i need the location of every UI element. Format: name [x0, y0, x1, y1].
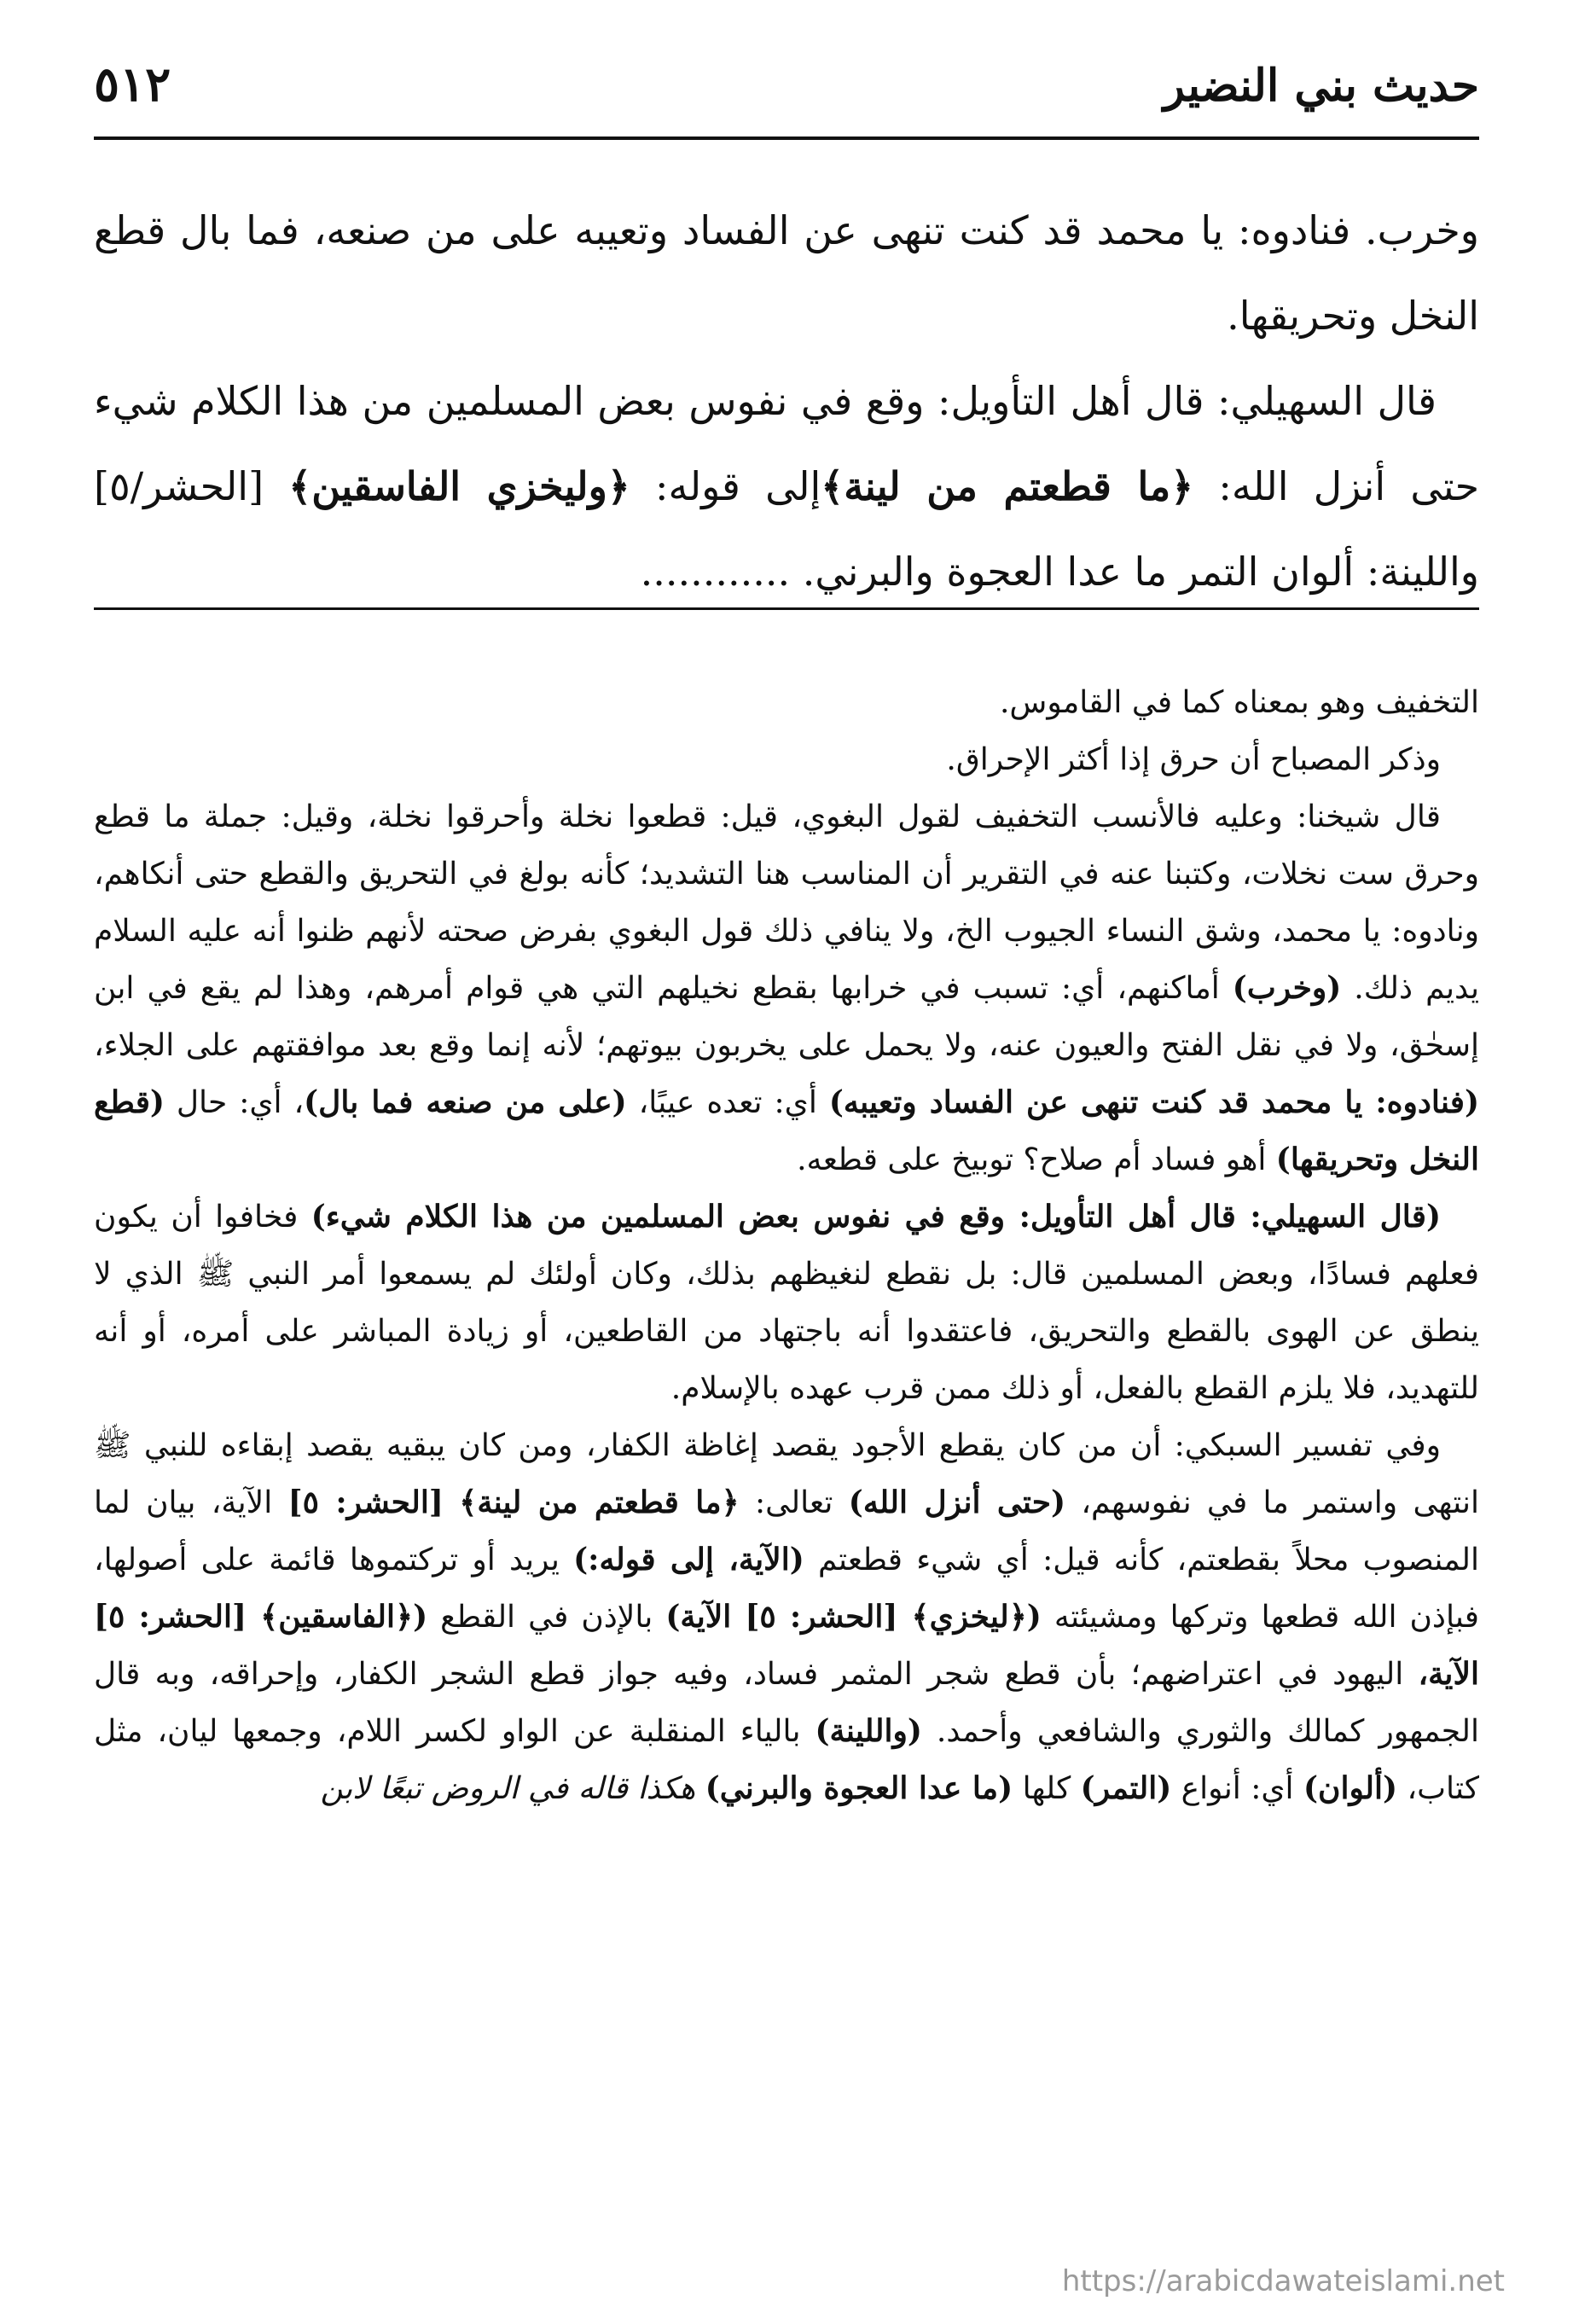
commentary-segment: بالإذن في القطع	[427, 1600, 666, 1635]
quoted-phrase: (فنادوه: يا محمد قد كنت تنهى عن الفساد وتعيبه)	[828, 1084, 1480, 1120]
commentary-segment: هكذا قاله في الروض تبعًا لابن	[320, 1771, 705, 1806]
main-text-segment: قال السهيلي: قال أهل التأويل: وقع في نفوس بعض المسلمين من هذا الكلام شيء حتى أنزل الله:	[94, 378, 1480, 509]
quran-quote: (﴿ليخزي﴾ [الحشر: ٥] الآية)	[665, 1599, 1042, 1635]
commentary-segment: وفي تفسير السبكي: أن من كان يقطع الأجود يقصد إغاظة الكفار، ومن كان يبقيه يقصد إبقاءه للنبي ﷺ انتهى واستمر ما في نفوسهم،	[94, 1428, 1480, 1520]
quoted-phrase: (حتى أنزل الله)	[848, 1484, 1066, 1520]
commentary-segment: كلها	[1013, 1771, 1081, 1806]
quran-quote: ﴿ما قطعتم من لينة﴾	[459, 1484, 740, 1520]
quoted-phrase: (وخرب)	[1232, 970, 1342, 1006]
quoted-phrase: (ألوان)	[1303, 1770, 1398, 1806]
commentary-paragraph	[94, 788, 1479, 1188]
page-number: ٥١٢	[94, 56, 171, 113]
commentary-paragraph	[94, 1417, 1479, 1817]
main-paragraph-2	[94, 358, 1479, 614]
quoted-phrase: (التمر)	[1080, 1770, 1172, 1806]
commentary-segment: قال شيخنا: وعليه فالأنسب التخفيف لقول البغوي، قيل: قطعوا نخلة وأحرقوا نخلة، وقيل: جملة ما قطع وحرق ست نخلات، وكتبنا عنه في التقرير أن المناسب هنا التشديد؛ كأنه بولغ في التحريق والقطع حتى أنكاهم، ونادوه: يا محمد، وشق النساء الجيوب الخ، ولا ينافي ذلك قول البغوي بفرض صحته لأنهم ظنوا أنه عليه السلام يديم ذلك.	[94, 799, 1479, 1006]
watermark-url: https://arabicdawateislami.net	[1061, 2264, 1505, 2298]
quoted-phrase: (ما عدا العجوة والبرني)	[705, 1770, 1013, 1806]
main-text	[94, 188, 1479, 614]
quoted-phrase: (الآية، إلى قوله:)	[573, 1542, 804, 1577]
commentary-segment: أي: أنواع	[1171, 1771, 1303, 1806]
commentary-segment: الآية، بيان لما المنصوب محلاً بقطعتم، كأنه قيل: أي شيء قطعتم	[94, 1485, 1479, 1577]
verse-reference: [الحشر: ٥]	[287, 1484, 444, 1520]
quoted-phrase: (على من صنعه فما بال)	[304, 1084, 627, 1120]
main-text-segment: [الحشر/٥] واللينة: ألوان التمر ما عدا العجوة والبرني. ............	[94, 463, 1479, 595]
commentary-segment: تعالى:	[739, 1485, 849, 1520]
page-header	[94, 51, 1479, 140]
commentary-segment: يريد أو تركتموها قائمة على أصولها، فبإذن الله قطعها وتركها ومشيئته	[94, 1543, 1480, 1635]
quoted-phrase: (واللينة)	[815, 1713, 922, 1749]
commentary-segment: فخافوا أن يكون فعلهم فسادًا، وبعض المسلمين قال: بل نقطع لنغيظهم بذلك، وكان أولئك لم يسمعوا أمر النبي ﷺ الذي لا ينطق عن الهوى بالقطع والتحريق، فاعتقدوا أنه باجتهاد من القاطعين، أو زيادة المباشر على أمره، أو أنه للتهديد، فلا يلزم القطع بالفعل، أو ذلك ممن قرب عهده بالإسلام.	[94, 1200, 1479, 1406]
commentary	[94, 674, 1479, 1817]
commentary-segment: أهو فساد أم صلاح؟ توبيخ على قطعه.	[797, 1142, 1276, 1177]
quran-quote: ﴿وليخزي الفاسقين﴾	[288, 463, 630, 509]
commentary-segment: أي: تعده عيبًا،	[626, 1085, 829, 1120]
commentary-paragraph: التخفيف وهو بمعناه كما في القاموس.	[999, 685, 1479, 720]
main-paragraph-1: وخرب. فنادوه: يا محمد قد كنت تنهى عن الفساد وتعيبه على من صنعه، فما بال قطع النخل وتحريقها.	[94, 207, 1479, 339]
commentary-segment	[444, 1485, 459, 1520]
quoted-phrase: (قال السهيلي: قال أهل التأويل: وقع في نفوس بعض المسلمين من هذا الكلام شيء)	[311, 1199, 1441, 1235]
commentary-segment: أماكنهم، أي: تسبب في خرابها بقطع نخيلهم التي هي قوام أمرهم، وهذا لم يقع في ابن إسحٰق، ولا في نقل الفتح والعيون عنه، ولا يحمل على يخربون بيوتهم؛ لأنه إنما وقع بعد موافقتهم على الجلاء،	[94, 971, 1479, 1063]
commentary-segment: اليهود في اعتراضهم؛ بأن قطع شجر المثمر فساد، وفيه جواز قطع الشجر الكفار، وإحراقه، وبه قال الجمهور كمالك والثوري والشافعي وأحمد.	[94, 1657, 1479, 1749]
commentary-segment: ، أي: حال	[164, 1085, 305, 1120]
section-divider	[94, 607, 1479, 610]
commentary-paragraph	[94, 1188, 1479, 1417]
commentary-segment: بالياء المنقلبة عن الواو لكسر اللام، وجمعها ليان، مثل كتاب،	[94, 1714, 1479, 1806]
quran-quote: (﴿الفاسقين﴾ [الحشر: ٥] الآية،	[94, 1599, 1479, 1692]
running-title: حديث بني النضير	[1163, 60, 1479, 112]
quran-quote: ﴿ما قطعتم من لينة﴾	[821, 463, 1194, 509]
quoted-phrase: (قطع النخل وتحريقها)	[94, 1084, 1479, 1177]
commentary-paragraph: وذكر المصباح أن حرق إذا أكثر الإحراق.	[946, 742, 1441, 777]
main-text-segment: إلى قوله:	[630, 463, 821, 509]
